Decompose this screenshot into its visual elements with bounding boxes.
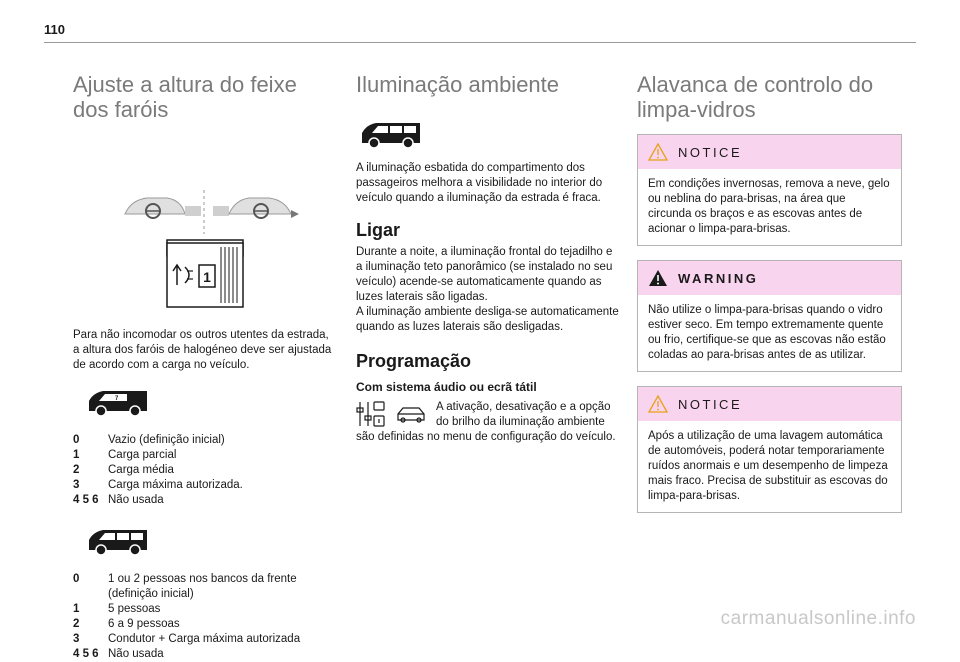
column-headlamp-height (73, 72, 335, 662)
page-number: 110 (44, 22, 65, 37)
list-item: 2 6 a 9 pessoas (73, 618, 180, 630)
notice-text: Após a utilização de uma lavagem automática de automóveis, poderá notar temporariamente ruídos anormais e um desempenho de limpeza mais fraco. Precisa de substituir as escovas do limpa-para-brisas. (648, 430, 888, 502)
title-line-2: dos faróis (73, 97, 169, 122)
warning-triangle-filled-icon (648, 269, 668, 287)
van-icon-passenger (87, 526, 151, 556)
prog-text-lead: A ativação, desativação e a opção do brilho da iluminação ambiente (436, 401, 611, 428)
list-item: 3 Condutor + Carga máxima autorizada (73, 633, 301, 645)
warning-label: WARNING (678, 270, 759, 286)
load-setting-list-passenger (73, 572, 335, 662)
notice-label: NOTICE (678, 396, 743, 412)
heading-ligar: Ligar (356, 220, 401, 240)
car-front-right-icon (213, 198, 299, 218)
list-item: 0 Vazio (definição inicial) (73, 434, 225, 446)
section-title-ambient: Iluminação ambiente (356, 72, 560, 97)
list-item: 2 Carga média (73, 464, 174, 476)
headlamp-adjust-dial-icon (73, 243, 335, 309)
section-title-wiper (637, 72, 902, 122)
top-divider (44, 42, 916, 43)
title-line-1: Alavanca de controlo do (637, 72, 874, 97)
settings-sliders-icon (356, 400, 386, 428)
notice-box-1 (637, 134, 902, 246)
ligar-text-2: A iluminação ambiente desliga-se automaticamente quando as luzes laterais são desligadas. (356, 306, 619, 333)
car-settings-icon (394, 400, 428, 428)
van-icon-cargo (87, 387, 151, 417)
heading-programacao: Programação (356, 351, 472, 371)
dial-value: 1 (203, 269, 211, 285)
list-item: 4 5 6 Não usada (73, 648, 164, 660)
prog-row (356, 400, 621, 430)
warning-triangle-outline-icon (648, 395, 668, 413)
load-setting-list-van (73, 433, 335, 508)
title-line-1: Ajuste a altura do feixe (73, 72, 297, 97)
headlamp-intro-text: Para não incomodar os outros utentes da estrada, a altura dos faróis de halogéneo deve ser ajustada de acordo com a carga no veículo. (73, 329, 332, 371)
title-line-2: limpa-vidros (637, 97, 756, 122)
notice-header (638, 387, 901, 421)
list-item: 1 5 pessoas (73, 603, 161, 615)
svg-text:7: 7 (115, 396, 119, 402)
section-title-headlamp (73, 72, 335, 122)
list-item: 4 5 6 Não usada (73, 494, 164, 506)
warning-triangle-outline-icon (648, 143, 668, 161)
list-item: 1 Carga parcial (73, 449, 177, 461)
notice-label: NOTICE (678, 144, 743, 160)
column-ambient-lighting (356, 72, 621, 445)
warning-box (637, 260, 902, 372)
headlamp-beam-illustration (73, 134, 335, 256)
van-icon-ambient (360, 119, 424, 149)
car-front-left-icon (125, 198, 201, 218)
ambient-intro-text: A iluminação esbatida do compartimento dos passageiros melhora a visibilidade no interior do veículo quando a iluminação da estrada é fraca. (356, 162, 603, 204)
column-wiper-control (637, 72, 902, 513)
notice-text: Em condições invernosas, remova a neve, gelo ou neblina do para-brisas, na área que circunda os braços e as escovas antes de acionar o limpa-para-brisas. (648, 178, 890, 235)
ligar-text-1: Durante a noite, a iluminação frontal do tejadilho e a iluminação teto panorâmico (se instalado no seu veículo) acende-se automaticamente quando as luzes laterais são ligadas. (356, 246, 613, 303)
list-item: 0 1 ou 2 pessoas nos bancos da frente (definição inicial) (73, 573, 297, 600)
notice-box-2 (637, 386, 902, 513)
list-item: 3 Carga máxima autorizada. (73, 479, 243, 491)
warning-header (638, 261, 901, 295)
notice-header (638, 135, 901, 169)
watermark[interactable]: carmanualsonline.info (720, 608, 916, 629)
prog-text-rest: são definidas no menu de configuração do veículo. (356, 431, 616, 443)
prog-subtitle: Com sistema áudio ou ecrã tátil (356, 380, 537, 394)
warning-text: Não utilize o limpa-para-brisas quando o vidro estiver seco. Em tempo extremamente quente ou frio, certifique-se que as escovas não estão coladas ao para-brisas antes de as utilizar. (648, 304, 886, 361)
